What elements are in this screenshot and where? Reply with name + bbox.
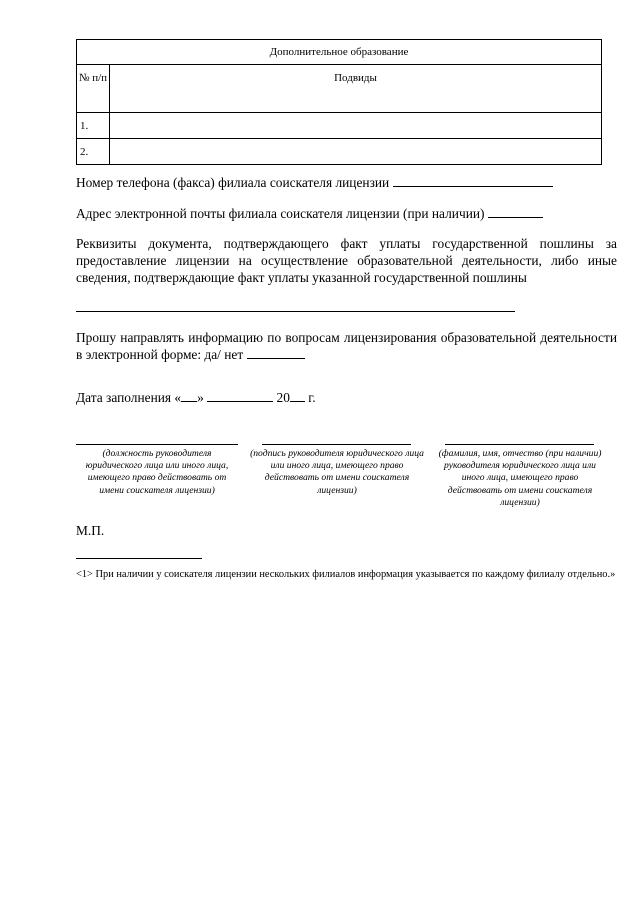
row-number: 1. — [77, 113, 110, 139]
signature-caption: (фамилия, имя, отчество (при наличии) руководителя юридического лица или иного лица, имеющего право действовать от имени соискателя лицензии) — [438, 448, 602, 508]
row-value[interactable] — [110, 113, 602, 139]
stamp-label: М.П. — [76, 523, 105, 538]
phone-field — [76, 174, 617, 191]
row-number: 2. — [77, 139, 110, 165]
signature-block-position — [76, 444, 238, 497]
signature-block-name — [438, 444, 602, 509]
fill-date-month-blank[interactable] — [207, 389, 273, 402]
footnote: <1> При наличии у соискателя лицензии нескольких филиалов информация указывается по каждому филиалу отдельно.» — [76, 569, 616, 580]
table-title: Дополнительное образование — [77, 40, 602, 65]
phone-blank[interactable] — [393, 174, 553, 187]
signature-line[interactable] — [445, 444, 594, 445]
phone-label: Номер телефона (факса) филиала соискателя лицензии — [76, 175, 390, 190]
electronic-info-label: Прошу направлять информацию по вопросам лицензирования образовательной деятельности в электронной форме: да/ нет — [76, 330, 617, 362]
email-field — [76, 205, 617, 222]
electronic-info-field — [76, 329, 617, 363]
footnote-separator — [76, 558, 202, 559]
column-header-number: № п/п — [77, 65, 110, 113]
payment-requisites: Реквизиты документа, подтверждающего факт уплаты государственной пошлины за предоставление лицензии на осуществление образовательной деятельности, либо иные сведения, подтверждающие факт уплаты указанной государственной пошлины — [76, 236, 617, 285]
payment-requisites-blank[interactable] — [76, 311, 515, 312]
column-header-subtypes: Подвиды — [110, 65, 602, 113]
fill-date-day-blank[interactable] — [181, 389, 197, 402]
table-row — [77, 113, 602, 139]
electronic-info-blank[interactable] — [247, 346, 305, 359]
fill-date-prefix: Дата заполнения « — [76, 390, 182, 405]
email-blank[interactable] — [488, 205, 543, 218]
fill-date-suffix: г. — [308, 390, 316, 405]
fill-date-year: 20 — [276, 390, 290, 405]
email-label: Адрес электронной почты филиала соискателя лицензии (при наличии) — [76, 206, 485, 221]
signature-block-sign — [250, 444, 424, 497]
signature-caption: (должность руководителя юридического лица или иного лица, имеющего право действовать от имени соискателя лицензии) — [85, 448, 229, 496]
fill-date-year-blank[interactable] — [290, 389, 305, 402]
fill-date-mid: » — [197, 390, 204, 405]
signature-line[interactable] — [262, 444, 411, 445]
fill-date — [76, 389, 617, 406]
signature-caption: (подпись руководителя юридического лица или иного лица, имеющего право действовать от имени соискателя лицензии) — [250, 448, 424, 496]
table-row — [77, 139, 602, 165]
signature-line[interactable] — [76, 444, 238, 445]
row-value[interactable] — [110, 139, 602, 165]
subtypes-table — [76, 39, 602, 165]
